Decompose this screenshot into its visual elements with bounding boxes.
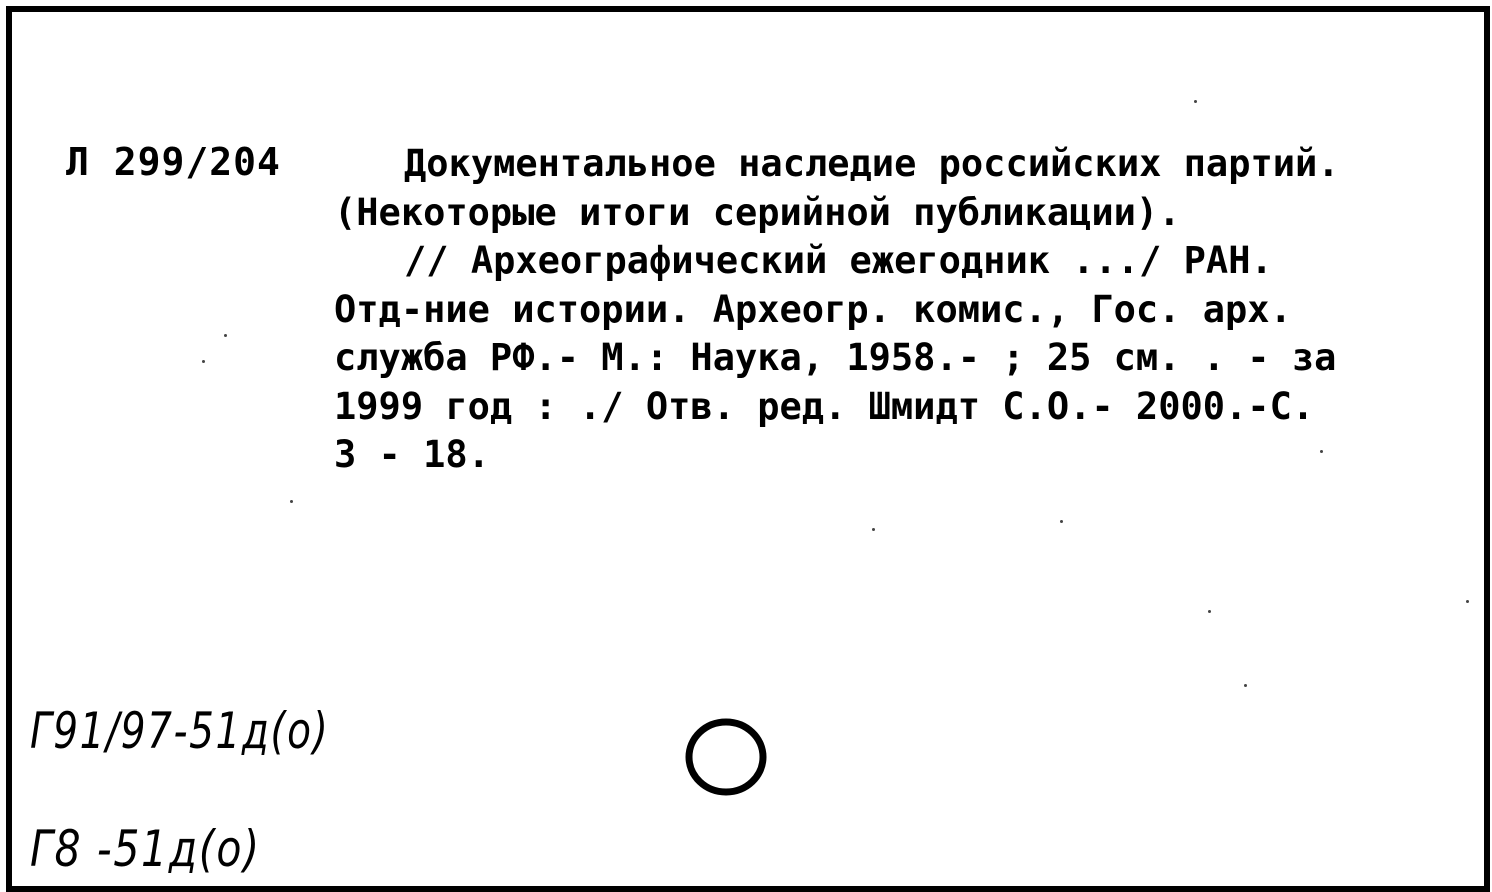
speck [1244, 684, 1247, 687]
entry-line: Документальное наследие российских партий. [404, 142, 1340, 185]
shelfmark: Л 299/204 [66, 140, 281, 184]
speck [290, 500, 293, 503]
speck [1194, 100, 1197, 103]
speck [1060, 520, 1063, 523]
speck [872, 528, 875, 531]
bibliographic-entry [334, 140, 1406, 480]
entry-line: служба РФ.- М.: Наука, 1958.- ; 25 см. . - за [334, 336, 1337, 379]
handwritten-note: Г8 -51д(о) [30, 820, 261, 878]
speck [202, 360, 205, 363]
speck [1466, 600, 1469, 603]
entry-line: (Некоторые итоги серийной публикации). [334, 190, 1181, 234]
entry-line: Отд-ние истории. Археогр. комис., Гос. арх. [334, 287, 1292, 331]
speck [1208, 610, 1211, 613]
speck [224, 334, 227, 337]
catalog-card [6, 6, 1490, 892]
entry-line: // Археографический ежегодник .../ РАН. [404, 239, 1273, 282]
entry-line: 1999 год : ./ Отв. ред. Шмидт С.О.- 2000.-С. [334, 384, 1315, 428]
circle-icon [684, 716, 768, 796]
handwritten-note: Г91/97-51д(о) [30, 702, 330, 760]
speck [1320, 450, 1323, 453]
entry-line: 3 - 18. [334, 433, 490, 476]
